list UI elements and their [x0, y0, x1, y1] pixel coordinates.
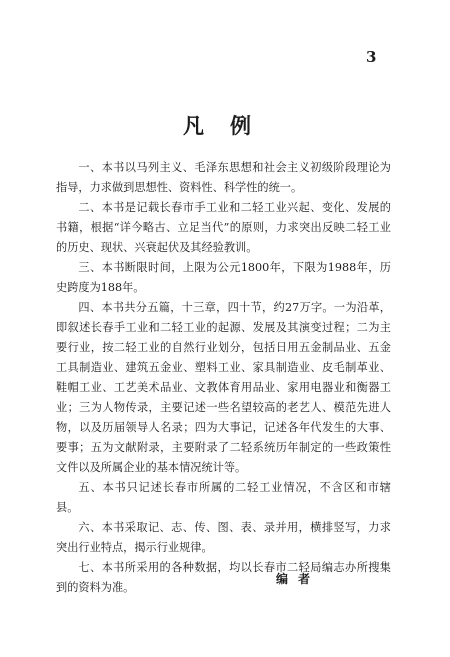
paragraph-1: 一、本书以马列主义、毛泽东思想和社会主义初级阶段理论为指导，力求做到思想性、资料性、科学性的统一。 [56, 161, 391, 194]
author-signature: 编者 [276, 572, 321, 586]
paragraph-6: 六、本书采取记、志、传、图、表、录并用，横排竖写，力求突出行业特点，揭示行业规律。 [56, 521, 391, 554]
paragraph-2: 二、本书是记载长春市手工业和二轻工业兴起、变化、发展的书籍，根据“详今略古、立足当代”的原则，力求突出反映二轻工业的历史、现状、兴衰起伏及其经验教训。 [56, 201, 391, 254]
body-text [56, 158, 391, 598]
page-title: 凡例 [183, 113, 277, 138]
paragraph-3: 三、本书断限时间，上限为公元1800年，下限为1988年，历史跨度为188年。 [56, 261, 391, 294]
paragraph-7: 七、本书所采用的各种数据，均以长春市二轻局编志办所搜集到的资料为准。 [56, 561, 391, 594]
page-number: 3 [366, 48, 377, 66]
paragraph-4: 四、本书共分五篇，十三章，四十节，约27万字。一为沿革，即叙述长春手工业和二轻工业的起源、发展及其演变过程；二为主要行业，按二轻工业的自然行业划分，包括日用五金制品业、五金工具制造业、建筑五金业、塑料工业、家具制造业、皮毛制革业、鞋帽工业、工艺美术品业、文教体育用品业、家用电器业和衡器工业；三为人物传录，主要记述一些名望较高的老艺人、模范先进人物，以及历届领导人名录；四为大事记，记述各年代发生的大事、要事；五为文献附录，主要附录了二轻系统历年制定的一些政策性文件以及所属企业的基本情况统计等。 [56, 301, 391, 474]
paragraph-5: 五、本书只记述长春市所属的二轻工业情况，不含区和市辖县。 [56, 481, 391, 514]
